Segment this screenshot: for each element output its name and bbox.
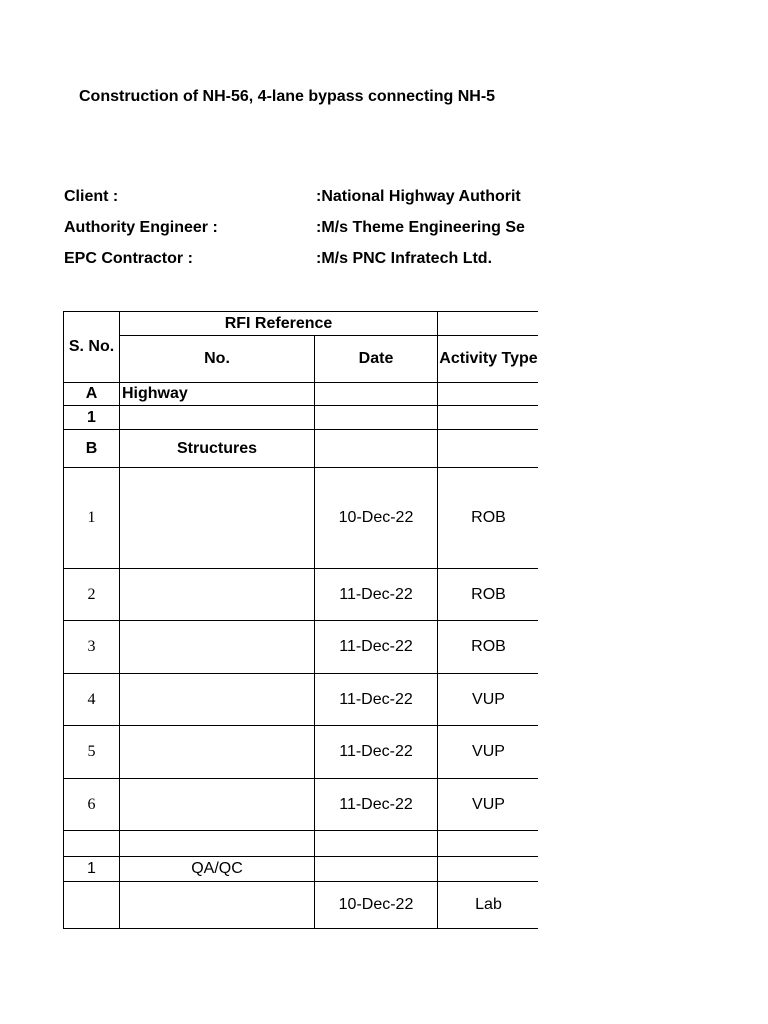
cell-sno: 1: [64, 468, 120, 569]
cell-activity: VUP: [438, 779, 539, 831]
cell-activity: Lab: [438, 882, 539, 929]
cell-sno: [64, 831, 120, 857]
cell-no: Structures: [120, 430, 315, 468]
cell-sno: A: [64, 383, 120, 406]
table-subheader-row: [64, 336, 539, 383]
cell-sno: 6: [64, 779, 120, 831]
table-row: [64, 726, 539, 779]
client-value: :National Highway Authorit: [316, 188, 521, 205]
cell-date: [315, 857, 438, 882]
cell-activity: VUP: [438, 674, 539, 726]
authority-engineer-value: :M/s Theme Engineering Se: [316, 219, 525, 236]
cell-no: [120, 569, 315, 621]
cell-sno: 2: [64, 569, 120, 621]
table-row: [64, 569, 539, 621]
cell-date: 11-Dec-22: [315, 569, 438, 621]
rfi-table: [63, 311, 538, 929]
document-title: Construction of NH-56, 4-lane bypass connecting NH-5: [79, 88, 496, 105]
authority-engineer-label: Authority Engineer :: [64, 219, 218, 236]
cell-date: [315, 406, 438, 430]
cell-sno: 1: [64, 857, 120, 882]
cell-date: [315, 831, 438, 857]
cell-no: [120, 882, 315, 929]
header-no: No.: [120, 336, 315, 383]
cell-activity: [438, 383, 539, 406]
header-sno: S. No.: [64, 312, 120, 383]
epc-contractor-label: EPC Contractor :: [64, 250, 193, 267]
cell-sno: B: [64, 430, 120, 468]
header-activity-type: Activity Type: [438, 336, 539, 383]
cell-date: 11-Dec-22: [315, 779, 438, 831]
cell-date: 10-Dec-22: [315, 882, 438, 929]
cell-no: [120, 831, 315, 857]
cell-date: 11-Dec-22: [315, 621, 438, 674]
cell-no: [120, 674, 315, 726]
cell-date: 11-Dec-22: [315, 674, 438, 726]
cell-no: QA/QC: [120, 857, 315, 882]
table-row: [64, 831, 539, 857]
table-header-row: [64, 312, 539, 336]
cell-sno: 1: [64, 406, 120, 430]
header-empty-cell: [438, 312, 539, 336]
cell-sno: 5: [64, 726, 120, 779]
cell-no: [120, 726, 315, 779]
cell-no: [120, 468, 315, 569]
table-row: [64, 406, 539, 430]
cell-activity: VUP: [438, 726, 539, 779]
cell-date: [315, 383, 438, 406]
cell-sno: 4: [64, 674, 120, 726]
table-row: [64, 882, 539, 929]
cell-date: 11-Dec-22: [315, 726, 438, 779]
table-row: [64, 468, 539, 569]
cell-activity: [438, 406, 539, 430]
cell-activity: ROB: [438, 569, 539, 621]
cell-date: [315, 430, 438, 468]
cell-date: 10-Dec-22: [315, 468, 438, 569]
table-row: [64, 779, 539, 831]
table-row: [64, 621, 539, 674]
cell-no: [120, 406, 315, 430]
table-row: [64, 857, 539, 882]
cell-activity: [438, 857, 539, 882]
table-row: [64, 430, 539, 468]
header-rfi-reference: RFI Reference: [120, 312, 438, 336]
table-row: [64, 674, 539, 726]
cell-sno: [64, 882, 120, 929]
cell-activity: ROB: [438, 468, 539, 569]
client-label: Client :: [64, 188, 119, 205]
cell-sno: 3: [64, 621, 120, 674]
cell-no: [120, 779, 315, 831]
epc-contractor-value: :M/s PNC Infratech Ltd.: [316, 250, 493, 267]
cell-no: [120, 621, 315, 674]
header-date: Date: [315, 336, 438, 383]
cell-activity: [438, 430, 539, 468]
table-row: [64, 383, 539, 406]
cell-no: Highway: [120, 383, 315, 406]
cell-activity: [438, 831, 539, 857]
cell-activity: ROB: [438, 621, 539, 674]
